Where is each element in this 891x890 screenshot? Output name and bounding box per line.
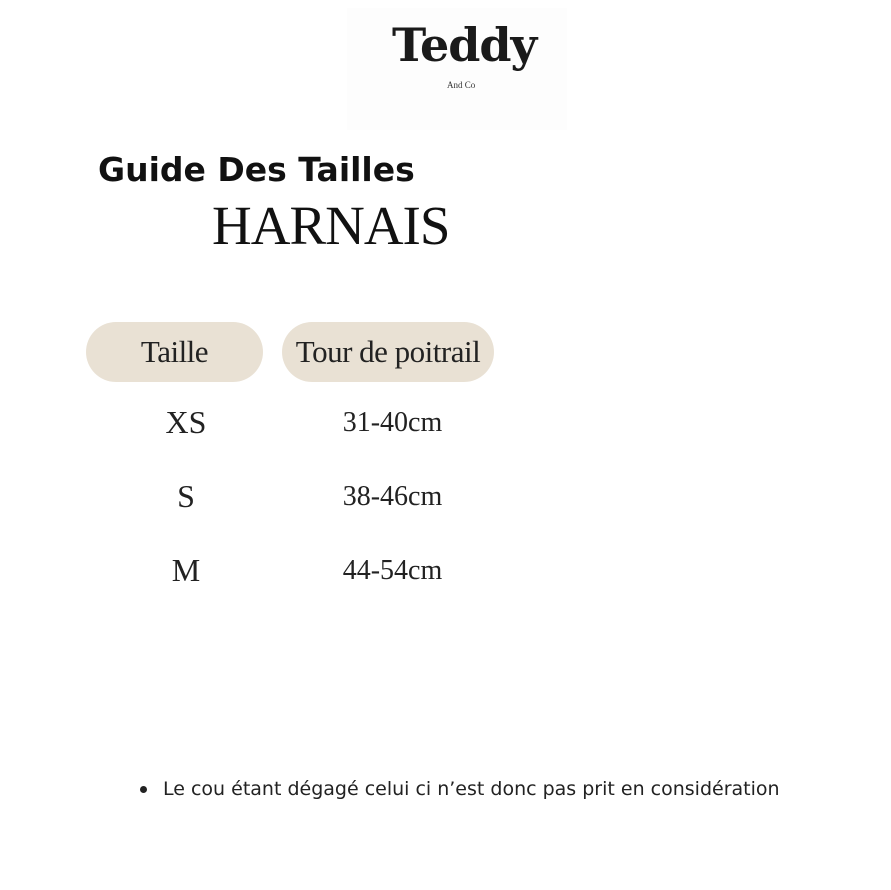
footnote-text: Le cou étant dégagé celui ci n’est donc pas prit en considération: [163, 778, 780, 800]
table-cell-chest: 31-40cm: [342, 407, 443, 438]
brand-logo-tagline: And Co: [447, 80, 476, 90]
bullet-icon: [140, 786, 147, 793]
table-cell-chest: 44-54cm: [342, 555, 443, 586]
page-title: Guide Des Tailles: [98, 150, 415, 189]
table-header-size: Taille: [86, 322, 263, 382]
brand-logo-wordmark: Teddy: [392, 18, 537, 72]
table-cell-size: M: [171, 552, 201, 588]
table-cell-size: S: [177, 478, 195, 514]
page-subtitle: HARNAIS: [212, 195, 450, 256]
table-cell-chest: 38-46cm: [342, 481, 443, 512]
table-header-chest: Tour de poitrail: [282, 322, 494, 382]
table-cell-size: XS: [165, 404, 207, 440]
brand-logo: [347, 8, 567, 130]
footnote: [140, 778, 780, 800]
